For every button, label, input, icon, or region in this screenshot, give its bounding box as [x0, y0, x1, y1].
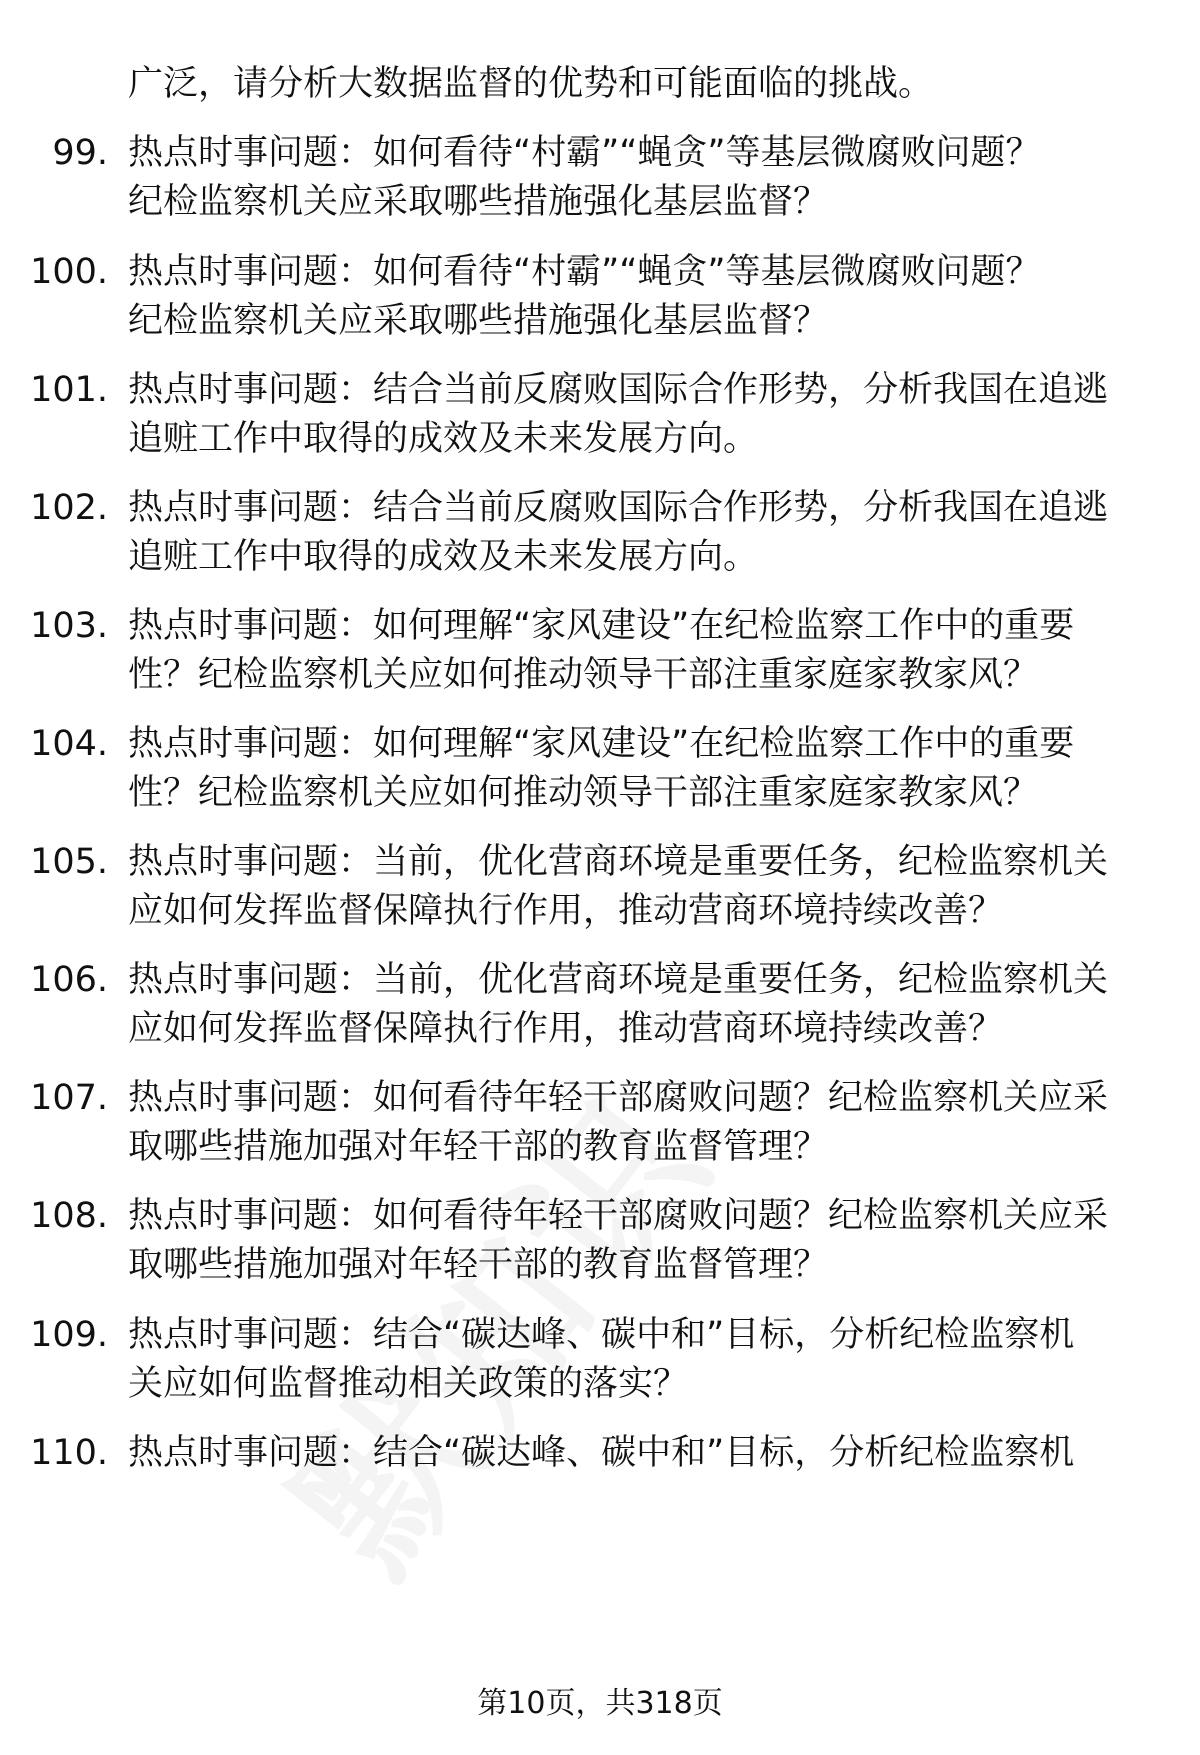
list-item [0, 129, 1200, 229]
item-text-line2: 追赃工作中取得的成效及未来发展方向。 [128, 419, 759, 459]
list-item [0, 720, 1200, 820]
item-text-line1: 热点时事问题：如何理解“家风建设”在纪检监察工作中的重要 [128, 606, 1075, 646]
item-text-line2: 应如何发挥监督保障执行作用，推动营商环境持续改善？ [128, 891, 1004, 931]
item-number: 107. [30, 1078, 108, 1118]
item-number: 99. [52, 133, 108, 173]
list-item [0, 1429, 1200, 1529]
item-number: 101. [30, 370, 108, 410]
item-text-line1: 热点时事问题：结合“碳达峰、碳中和”目标，分析纪检监察机 [128, 1433, 1075, 1473]
list-item [0, 1311, 1200, 1411]
item-text-line1: 热点时事问题：当前，优化营商环境是重要任务，纪检监察机关 [128, 842, 1109, 882]
item-text-line2: 关应如何监督推动相关政策的落实？ [128, 1364, 689, 1404]
list-item [0, 956, 1200, 1056]
item-number: 102. [30, 488, 108, 528]
item-number: 103. [30, 606, 108, 646]
item-text-line1: 热点时事问题：当前，优化营商环境是重要任务，纪检监察机关 [128, 960, 1109, 1000]
item-text-line1: 热点时事问题：结合当前反腐败国际合作形势，分析我国在追逃 [128, 488, 1109, 528]
item-text-line2: 纪检监察机关应采取哪些措施强化基层监督？ [128, 301, 829, 341]
item-text-line1: 热点时事问题：如何看待年轻干部腐败问题？纪检监察机关应采 [128, 1078, 1109, 1118]
item-text-line1: 热点时事问题：如何看待年轻干部腐败问题？纪检监察机关应采 [128, 1196, 1109, 1236]
item-number: 108. [30, 1196, 108, 1236]
list-item [0, 602, 1200, 702]
item-text-line2: 性？纪检监察机关应如何推动领导干部注重家庭家教家风？ [128, 773, 1039, 813]
item-number: 109. [30, 1315, 108, 1355]
item-text-line1: 热点时事问题：结合当前反腐败国际合作形势，分析我国在追逃 [128, 370, 1109, 410]
item-number: 110. [30, 1433, 108, 1473]
page-footer: 第10页，共318页 [477, 1686, 723, 1721]
list-item [0, 248, 1200, 348]
list-item [0, 838, 1200, 938]
item-number: 104. [30, 724, 108, 764]
list-item [0, 1074, 1200, 1174]
item-text-line1: 热点时事问题：如何看待“村霸”“蝇贪”等基层微腐败问题？ [128, 252, 1041, 292]
item-text-line1: 热点时事问题：如何理解“家风建设”在纪检监察工作中的重要 [128, 724, 1075, 764]
item-number: 106. [30, 960, 108, 1000]
list-item [0, 366, 1200, 466]
item-text-line2: 应如何发挥监督保障执行作用，推动营商环境持续改善？ [128, 1009, 1004, 1049]
item-text-line2: 取哪些措施加强对年轻干部的教育监督管理？ [128, 1127, 829, 1167]
item-number: 105. [30, 842, 108, 882]
item-text-line1: 热点时事问题：结合“碳达峰、碳中和”目标，分析纪检监察机 [128, 1315, 1075, 1355]
item-text-line2: 取哪些措施加强对年轻干部的教育监督管理？ [128, 1245, 829, 1285]
list-item [0, 1192, 1200, 1292]
list-item [0, 484, 1200, 584]
item-text-line1: 热点时事问题：如何看待“村霸”“蝇贪”等基层微腐败问题？ [128, 133, 1041, 173]
item-number: 100. [30, 252, 108, 292]
item-text-line2: 纪检监察机关应采取哪些措施强化基层监督？ [128, 182, 829, 222]
item-text-line2: 性？纪检监察机关应如何推动领导干部注重家庭家教家风？ [128, 655, 1039, 695]
intro-line: 广泛，请分析大数据监督的优势和可能面临的挑战。 [128, 64, 934, 104]
item-text-line2: 追赃工作中取得的成效及未来发展方向。 [128, 537, 759, 577]
